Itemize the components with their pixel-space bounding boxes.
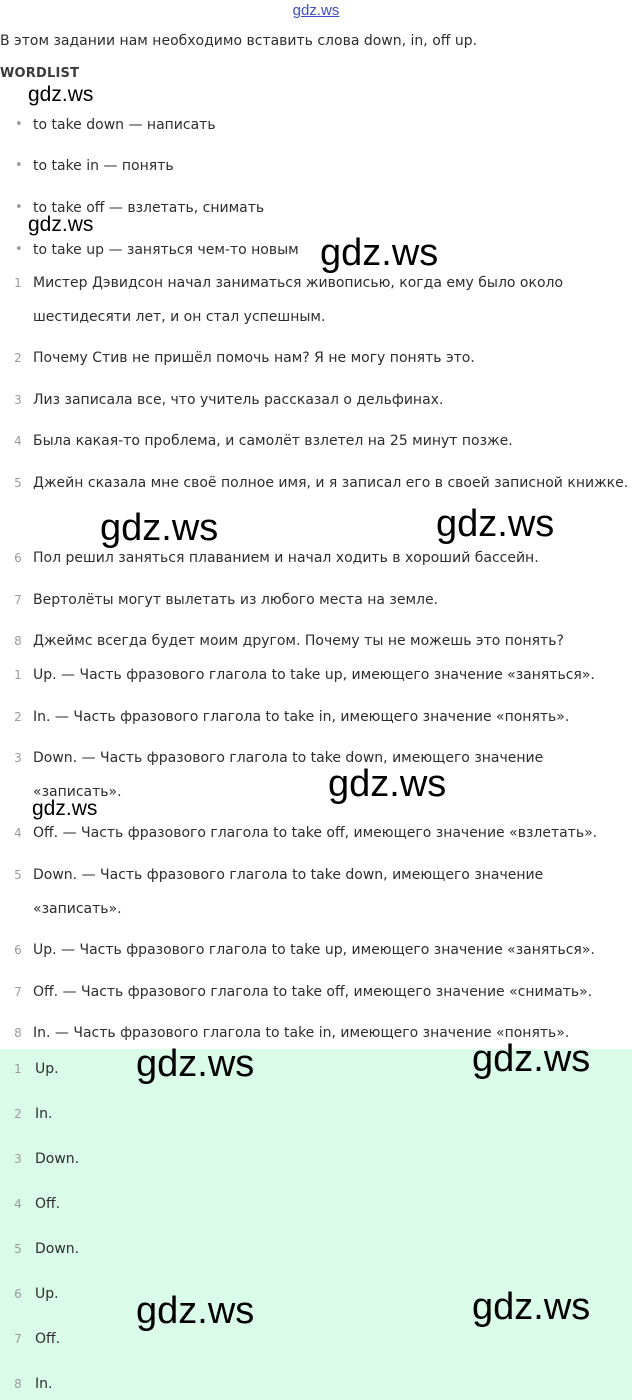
watermark: gdz.ws — [28, 83, 94, 106]
watermark: gdz.ws — [136, 1043, 255, 1085]
wordlist-item-text: to take off — взлетать, снимать — [33, 200, 265, 216]
watermark: gdz.ws — [320, 232, 439, 274]
translation-text: Почему Стив не пришёл помочь нам? Я не могу понять это. — [33, 350, 475, 366]
bullet-icon: • — [15, 158, 23, 173]
answer-item — [0, 1102, 632, 1126]
item-number: 2 — [14, 710, 22, 724]
item-number: 3 — [14, 751, 22, 765]
answer-text: Down. — [35, 1241, 80, 1257]
explanation-text: Off. — Часть фразового глагола to take off, имеющего значение «взлетать». — [33, 825, 598, 841]
wordlist-item-text: to take in — понять — [33, 158, 174, 174]
watermark: gdz.ws — [100, 507, 219, 549]
watermark: gdz.ws — [472, 1038, 591, 1080]
translation-text: Была какая-то проблема, и самолёт взлетел на 25 минут позже. — [33, 433, 513, 449]
explanation-text: Down. — Часть фразового глагола to take down, имеющего значение «записать». — [33, 750, 544, 800]
intro-text: В этом задании нам необходимо вставить слова down, in, off up. — [0, 33, 478, 49]
watermark: gdz.ws — [136, 1290, 255, 1332]
item-number: 1 — [14, 1062, 22, 1076]
bullet-icon: • — [15, 117, 23, 132]
answer-text: Up. — [35, 1286, 59, 1302]
item-number: 5 — [14, 476, 22, 490]
answer-text: Off. — [35, 1331, 61, 1347]
item-number: 8 — [14, 634, 22, 648]
item-number: 1 — [14, 668, 22, 682]
answer-item — [0, 1192, 632, 1216]
bullet-icon: • — [15, 242, 23, 257]
watermark: gdz.ws — [32, 797, 98, 820]
explanation-text: Up. — Часть фразового глагола to take up, имеющего значение «заняться». — [33, 667, 595, 683]
translation-text: Пол решил заняться плаванием и начал ходить в хороший бассейн. — [33, 550, 539, 566]
translation-text: Джейн сказала мне своё полное имя, и я записал его в своей записной книжке. — [33, 475, 629, 491]
explanation-text: In. — Часть фразового глагола to take in, имеющего значение «понять». — [33, 1025, 570, 1041]
item-number: 4 — [14, 826, 22, 840]
item-number: 4 — [14, 434, 22, 448]
site-link[interactable]: gdz.ws — [292, 2, 340, 19]
answer-item — [0, 1147, 632, 1171]
item-number: 2 — [14, 351, 22, 365]
wordlist-heading: WORDLIST — [0, 66, 80, 81]
answer-item — [0, 1372, 632, 1396]
item-number: 8 — [14, 1026, 22, 1040]
wordlist-item-text: to take down — написать — [33, 117, 216, 133]
watermark: gdz.ws — [472, 1286, 591, 1328]
item-number: 6 — [14, 943, 22, 957]
answer-text: In. — [35, 1106, 53, 1122]
item-number: 6 — [14, 1287, 22, 1301]
answer-text: Down. — [35, 1151, 80, 1167]
answer-item — [0, 1237, 632, 1261]
item-number: 2 — [14, 1107, 22, 1121]
explanation-text: In. — Часть фразового глагола to take in, имеющего значение «понять». — [33, 709, 570, 725]
item-number: 8 — [14, 1377, 22, 1391]
item-number: 1 — [14, 276, 22, 290]
item-number: 7 — [14, 1332, 22, 1346]
bullet-icon: • — [15, 200, 23, 215]
translation-text: Вертолёты могут вылетать из любого места на земле. — [33, 592, 439, 608]
translation-text: Лиз записала все, что учитель рассказал о дельфинах. — [33, 392, 444, 408]
item-number: 5 — [14, 868, 22, 882]
watermark: gdz.ws — [28, 213, 94, 236]
item-number: 4 — [14, 1197, 22, 1211]
item-number: 6 — [14, 551, 22, 565]
answer-item — [0, 1327, 632, 1351]
watermark: gdz.ws — [328, 763, 447, 805]
explanation-text: Off. — Часть фразового глагола to take off, имеющего значение «снимать». — [33, 984, 593, 1000]
explanation-text: Down. — Часть фразового глагола to take down, имеющего значение «записать». — [33, 867, 544, 917]
item-number: 3 — [14, 1152, 22, 1166]
translation-text: Мистер Дэвидсон начал заниматься живописью, когда ему было около шестидесяти лет, и он стал успешным. — [33, 275, 564, 325]
item-number: 7 — [14, 593, 22, 607]
answer-text: In. — [35, 1376, 53, 1392]
explanation-text: Up. — Часть фразового глагола to take up, имеющего значение «заняться». — [33, 942, 595, 958]
watermark: gdz.ws — [436, 503, 555, 545]
answer-text: Up. — [35, 1061, 59, 1077]
answer-text: Off. — [35, 1196, 61, 1212]
translation-text: Джеймс всегда будет моим другом. Почему ты не можешь это понять? — [33, 633, 564, 649]
answers-panel — [0, 1049, 632, 1400]
item-number: 7 — [14, 985, 22, 999]
item-number: 5 — [14, 1242, 22, 1256]
item-number: 3 — [14, 393, 22, 407]
wordlist-item-text: to take up — заняться чем-то новым — [33, 242, 299, 258]
